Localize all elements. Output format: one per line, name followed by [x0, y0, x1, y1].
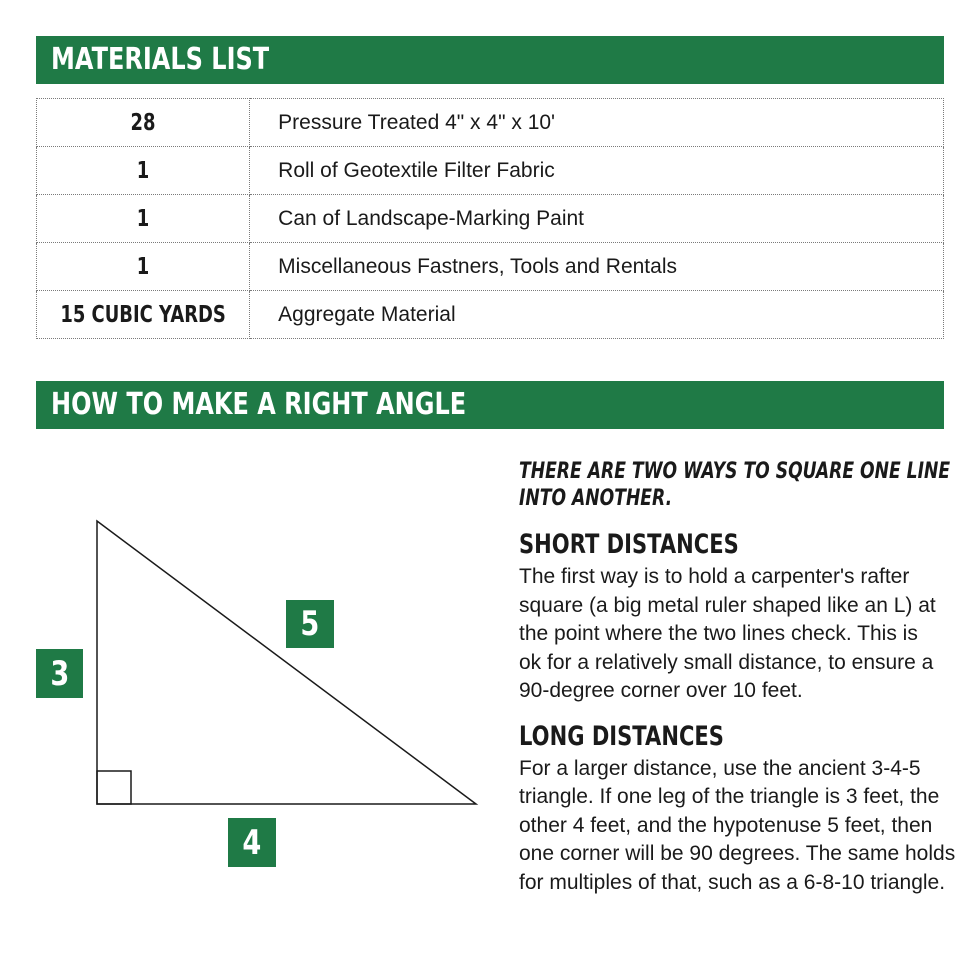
triangle-diagram [0, 440, 500, 880]
item-cell: Aggregate Material [250, 291, 944, 339]
table-row [37, 195, 944, 243]
table-row [37, 291, 944, 339]
short-distances-heading: SHORT DISTANCES [519, 529, 739, 560]
quantity-cell: 1 [37, 195, 250, 243]
right-angle-header [36, 381, 944, 429]
table-row [37, 99, 944, 147]
side-3-label: 3 [36, 649, 83, 698]
materials-list-title: MATERIALS LIST [51, 42, 270, 77]
materials-list-header [36, 36, 944, 84]
side-4-label: 4 [228, 818, 276, 867]
intro-text: THERE ARE TWO WAYS TO SQUARE ONE LINE INTO ANOTHER. [519, 459, 951, 511]
materials-table [36, 98, 944, 339]
long-distances-heading: LONG DISTANCES [519, 720, 724, 752]
short-distances-body: The first way is to hold a carpenter's rafter square (a big metal ruler shaped like an L) at the point where the two lines check. This is ok for a relatively small distance, to ensure a 90-degree corner over 10 feet. [519, 565, 936, 702]
item-cell: Roll of Geotextile Filter Fabric [250, 147, 944, 195]
item-cell: Pressure Treated 4" x 4" x 10' [250, 99, 944, 147]
side-5-label: 5 [286, 600, 334, 648]
item-cell: Miscellaneous Fastners, Tools and Rentals [250, 243, 944, 291]
item-cell: Can of Landscape-Marking Paint [250, 195, 944, 243]
right-triangle-shape [97, 521, 476, 804]
table-row [37, 147, 944, 195]
quantity-cell: 15 CUBIC YARDS [37, 291, 250, 339]
quantity-cell: 1 [37, 243, 250, 291]
long-distances-body: For a larger distance, use the ancient 3-4-5 triangle. If one leg of the triangle is 3 feet, the other 4 feet, and the hypotenuse 5 feet, then one corner will be 90 degrees. The same holds for multiples of that, such as a 6-8-10 triangle. [519, 756, 956, 894]
table-row [37, 243, 944, 291]
quantity-cell: 1 [37, 147, 250, 195]
right-angle-marker [97, 771, 131, 804]
quantity-cell: 28 [37, 99, 250, 147]
right-angle-title: HOW TO MAKE A RIGHT ANGLE [51, 387, 467, 422]
instructions-column [519, 458, 959, 897]
